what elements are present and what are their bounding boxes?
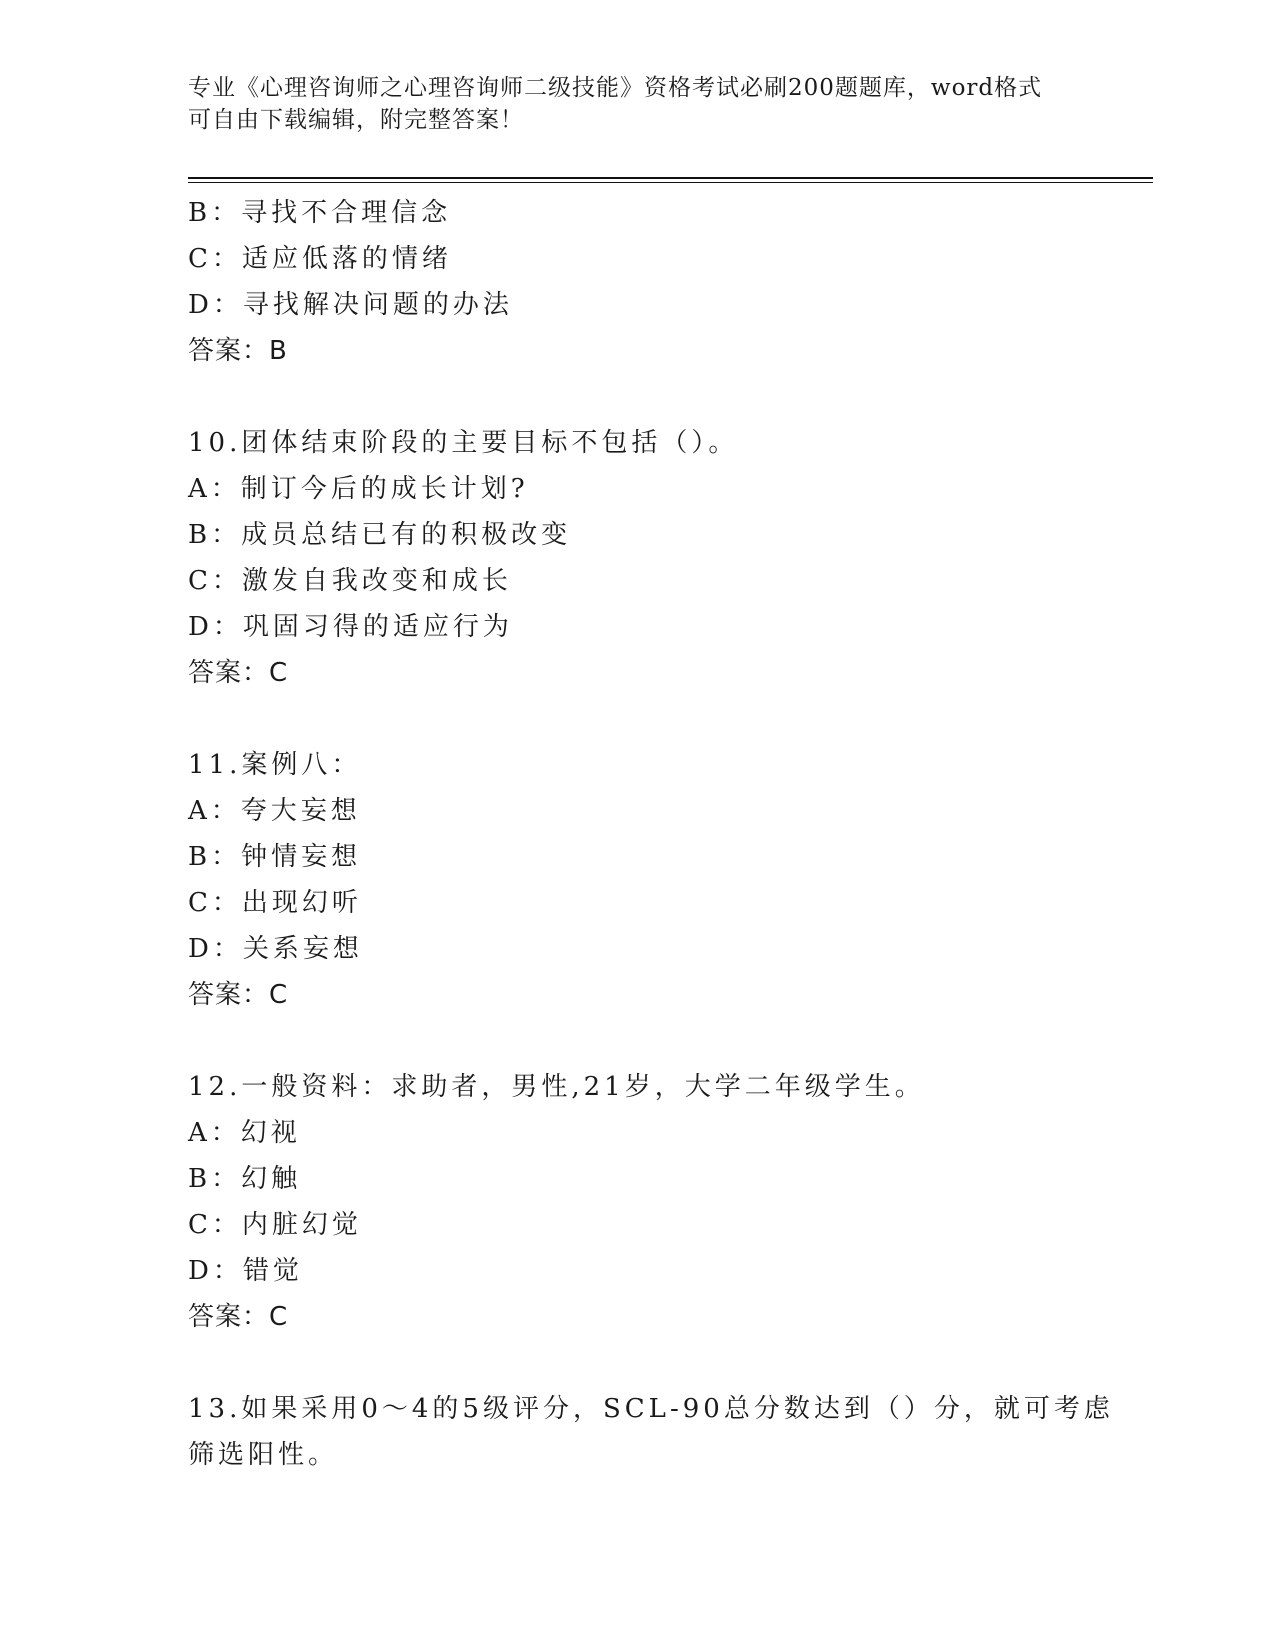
option-b: B：成员总结已有的积极改变 xyxy=(188,520,572,550)
option-a: A：幻视 xyxy=(188,1118,301,1148)
option-c: C：内脏幻觉 xyxy=(188,1210,362,1240)
question-stem: 10.团体结束阶段的主要目标不包括（）。 xyxy=(188,428,739,458)
question-block-10 xyxy=(188,420,1088,696)
spacer xyxy=(188,374,1088,420)
answer-line: 答案：C xyxy=(188,980,289,1010)
question-block-prev xyxy=(188,190,1088,374)
header-divider-thin xyxy=(188,182,1153,183)
spacer xyxy=(188,1018,1088,1064)
answer-line: 答案：C xyxy=(188,1302,289,1332)
question-block-11 xyxy=(188,742,1088,1018)
header-divider-thick xyxy=(188,177,1153,179)
document-header xyxy=(188,72,1068,136)
option-c: C：出现幻听 xyxy=(188,888,362,918)
question-stem: 12.一般资料：求助者，男性,21岁，大学二年级学生。 xyxy=(188,1072,925,1102)
spacer xyxy=(188,1340,1088,1386)
option-d: D：寻找解决问题的办法 xyxy=(188,290,513,320)
option-d: D：错觉 xyxy=(188,1256,303,1286)
question-block-13 xyxy=(188,1386,1114,1478)
question-stem-line-2: 筛选阳性。 xyxy=(188,1440,339,1470)
option-b: B：幻触 xyxy=(188,1164,302,1194)
question-stem-line-1: 13.如果采用0～4的5级评分，SCL-90总分数达到（）分，就可考虑 xyxy=(188,1394,1114,1424)
header-line-1: 专业《心理咨询师之心理咨询师二级技能》资格考试必刷200题题库，word格式 xyxy=(188,75,1043,101)
option-d: D：巩固习得的适应行为 xyxy=(188,612,513,642)
header-line-2: 可自由下载编辑，附完整答案！ xyxy=(188,107,524,133)
answer-line: 答案：C xyxy=(188,658,289,688)
option-b: B：寻找不合理信念 xyxy=(188,198,452,228)
option-d: D：关系妄想 xyxy=(188,934,363,964)
answer-line: 答案：B xyxy=(188,336,288,366)
question-stem: 11.案例八： xyxy=(188,750,362,780)
spacer xyxy=(188,696,1088,742)
question-block-12 xyxy=(188,1064,1088,1340)
question-list xyxy=(188,190,1114,1478)
option-c: C：激发自我改变和成长 xyxy=(188,566,512,596)
option-a: A：夸大妄想 xyxy=(188,796,361,826)
option-a: A：制订今后的成长计划? xyxy=(188,474,529,504)
option-c: C：适应低落的情绪 xyxy=(188,244,452,274)
option-b: B：钟情妄想 xyxy=(188,842,362,872)
